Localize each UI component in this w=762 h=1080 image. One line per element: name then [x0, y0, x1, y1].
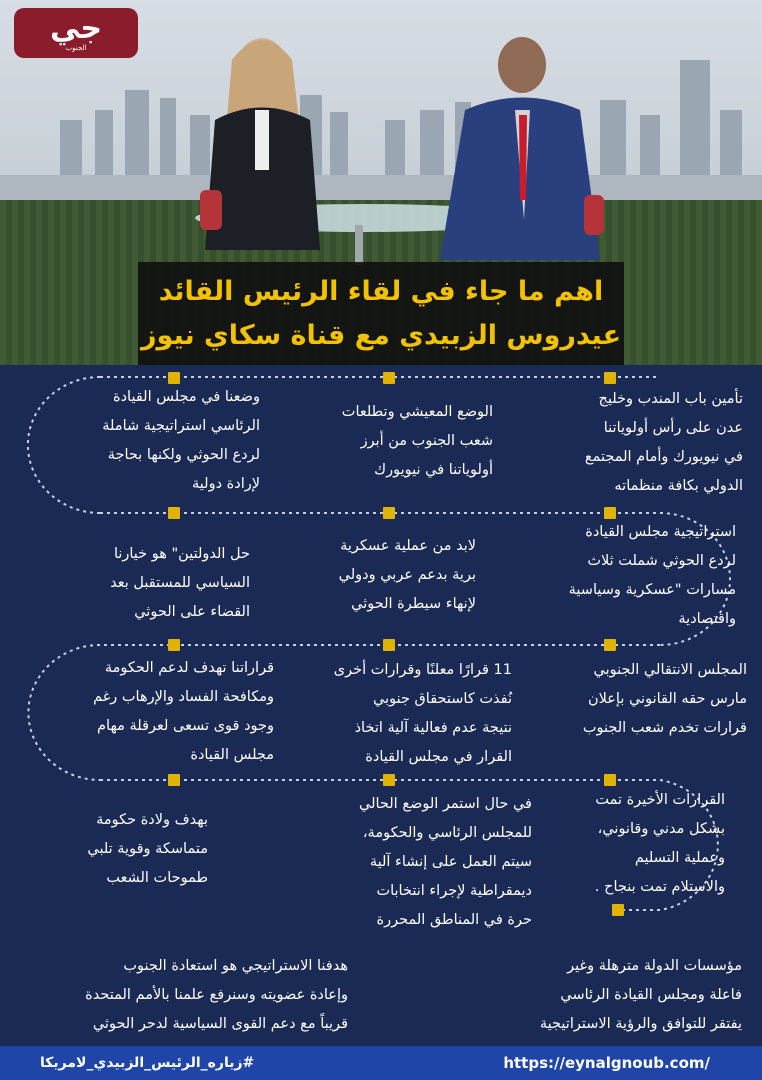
timeline-node	[604, 372, 616, 384]
timeline-node	[168, 639, 180, 651]
timeline-node	[383, 372, 395, 384]
timeline-node	[383, 639, 395, 651]
point-3: وضعنا في مجلس القيادة الرئاسي استراتيجية شاملة لردع الحوثي ولكنها بحاجة لإرادة دولية	[102, 389, 260, 492]
timeline-node	[604, 774, 616, 786]
timeline-node	[612, 904, 624, 916]
point-10: القرارات الأخيرة تمت بشكل مدني وقانوني، وعملية التسليم والاستلام تمت بنجاح .	[594, 792, 725, 895]
timeline-node	[168, 507, 180, 519]
point-5: لابد من عملية عسكرية برية بدعم عربي ودولي لإنهاء سيطرة الحوثي	[338, 538, 476, 612]
hashtag: #زياره_الرئيس_الزبيدي_لامريكا	[40, 1055, 255, 1071]
point-11: في حال استمر الوضع الحالي للمجلس الرئاسي والحكومة، سيتم العمل على إنشاء آلية ديمقراطية لإجراء انتخابات حرة في المناطق المحررة	[358, 796, 532, 928]
header-photo	[0, 0, 762, 365]
point-7: المجلس الانتقالي الجنوبي مارس حقه القانوني بإعلان قرارات تخدم شعب الجنوب	[582, 662, 747, 736]
timeline-node	[604, 639, 616, 651]
point-13: مؤسسات الدولة مترهلة وغير فاعلة ومجلس القيادة الرئاسي يفتقر للتوافق والرؤية الاستراتيجية	[539, 958, 742, 1032]
logo-mark: جي	[50, 11, 102, 46]
point-2: الوضع المعيشي وتطلعات شعب الجنوب من أبرز أولوياتنا في نيويورك	[341, 404, 493, 478]
headline-line-2: عيدروس الزبيدي مع قناة سكاي نيوز	[140, 319, 622, 351]
headline-box	[138, 262, 624, 365]
website-link[interactable]: https://eynalgnoub.com/	[503, 1054, 710, 1072]
point-14: هدفنا الاستراتيجي هو استعادة الجنوب وإعادة عضويته وسنرفع علمنا بالأمم المتحدة قريباً مع دعم القوى السياسية لدحر الحوثي	[85, 958, 348, 1032]
timeline-node	[383, 507, 395, 519]
point-8: 11 قرارًا معلنًا وقرارات أخرى نُفذت كاستحقاق جنوبي نتيجة عدم فعالية آلية اتخاذ القرار في مجلس القيادة	[333, 662, 512, 765]
footer-bar	[0, 1046, 762, 1080]
logo-subtitle: الجنوب	[65, 44, 87, 52]
brand-logo	[14, 8, 138, 58]
point-6: حل الدولتين" هو خيارنا السياسي للمستقبل بعد القضاء على الحوثي	[110, 546, 250, 620]
point-1: تأمين باب المندب وخليج عدن على رأس أولوياتنا في نيويورك وأمام المجتمع الدولي بكافة منظماته	[584, 391, 743, 494]
timeline-node	[383, 774, 395, 786]
point-9: قراراتنا تهدف لدعم الحكومة ومكافحة الفساد والإرهاب رغم وجود قوى تسعى لعرقلة مهام مجلس القيادة	[93, 660, 274, 763]
timeline-node	[168, 774, 180, 786]
point-4: استراتيجية مجلس القيادة لردع الحوثي شملت ثلاث مسارات "عسكرية وسياسية واقتصادية	[568, 524, 736, 627]
headline-line-1: اهم ما جاء في لقاء الرئيس القائد	[158, 275, 604, 307]
point-12: بهدف ولادة حكومة متماسكة وقوية تلبي طموحات الشعب	[87, 812, 208, 886]
